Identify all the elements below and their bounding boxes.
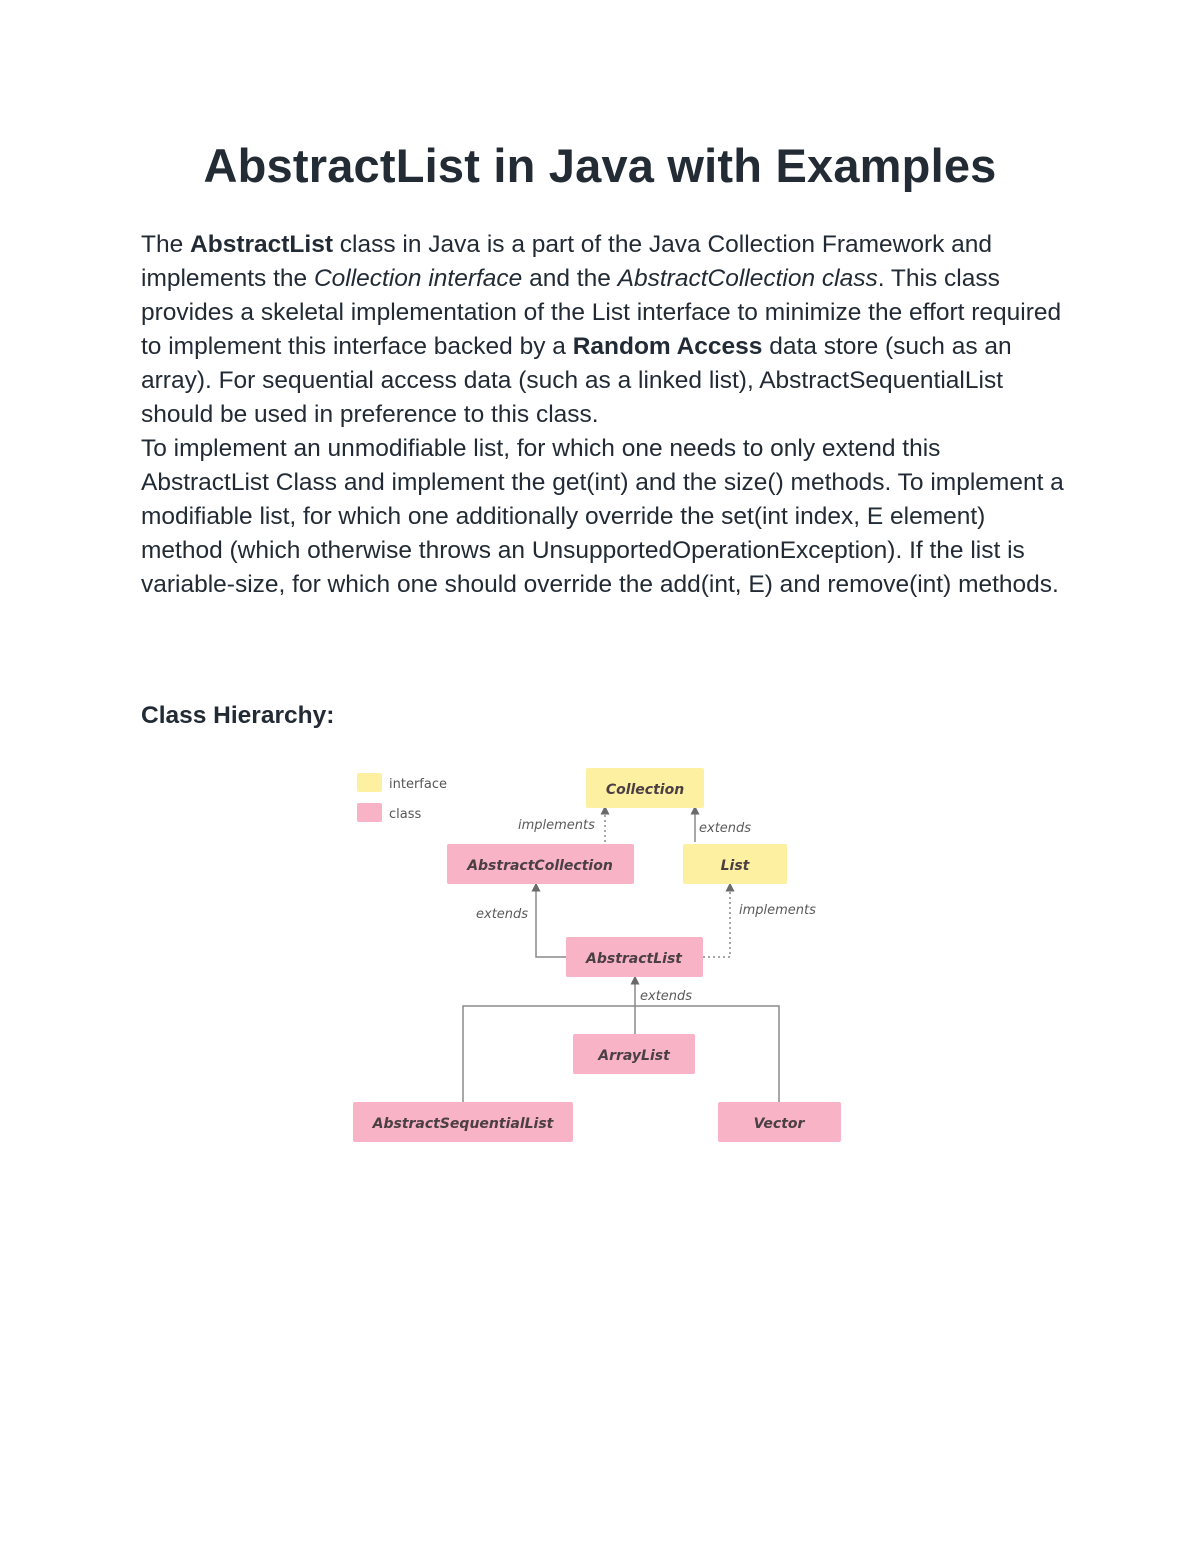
legend-interface-swatch — [357, 773, 382, 792]
bold-text: AbstractList — [190, 231, 333, 258]
legend-class-label: class — [389, 807, 422, 822]
node-abstract-sequential-list — [353, 1102, 573, 1142]
edge-children-al-label: extends — [640, 989, 693, 1004]
node-collection — [586, 768, 704, 808]
node-array-list-label: ArrayList — [598, 1048, 670, 1064]
node-abstract-list — [566, 937, 703, 977]
edge-al-ac — [536, 887, 566, 957]
node-list — [683, 844, 787, 884]
node-abstract-collection-label: AbstractCollection — [467, 858, 613, 874]
edge-al-list-label: implements — [739, 903, 816, 918]
class-hierarchy-heading: Class Hierarchy: — [141, 702, 335, 729]
edge-al-list — [703, 887, 730, 957]
node-collection-label: Collection — [605, 782, 685, 798]
node-abstract-sequential-list-label: AbstractSequentialList — [372, 1116, 554, 1132]
page-title: AbstractList in Java with Examples — [203, 139, 997, 192]
body-text: . This class provides a skeletal implementation of the List interface to minimize the effort required to implement this interface backed by a — [141, 265, 1062, 360]
intro-paragraph — [141, 228, 1071, 432]
node-abstract-list-label: AbstractList — [586, 951, 682, 967]
body-text: data store (such as an array). For sequential access data (such as a linked list), AbstractSequentialList should be used in preference to this class. — [141, 333, 1012, 428]
legend-class-swatch — [357, 803, 382, 822]
body-text: The — [141, 231, 191, 258]
node-abstract-collection — [447, 844, 634, 884]
bold-text: Random Access — [572, 333, 763, 360]
edge-list-collection-label: extends — [699, 821, 752, 836]
implementation-paragraph: To implement an unmodifiable list, for which one needs to only extend this AbstractList Class and implement the get(int) and the size() methods. To implement a modifiable list, for which one additionally override the set(int index, E element) method (which otherwise throws an UnsupportedOperationException). If the list is variable-size, for which one should override the add(int, E) and remove(int) methods. — [141, 435, 1064, 598]
edge-al-ac-label: extends — [476, 907, 529, 922]
node-vector-label: Vector — [753, 1116, 805, 1132]
class-hierarchy-diagram — [340, 760, 860, 1160]
article-body — [141, 228, 1071, 602]
body-text: class in Java is a part of the Java Collection Framework and implements the — [141, 231, 993, 292]
body-text: and the — [522, 265, 618, 292]
legend-interface-label: interface — [389, 777, 447, 792]
node-vector — [718, 1102, 841, 1142]
node-list-label: List — [720, 858, 750, 874]
italic-text: AbstractCollection class — [617, 265, 878, 292]
italic-text: Collection interface — [313, 265, 523, 292]
node-array-list — [573, 1034, 695, 1074]
edge-ac-collection-label: implements — [518, 818, 595, 833]
